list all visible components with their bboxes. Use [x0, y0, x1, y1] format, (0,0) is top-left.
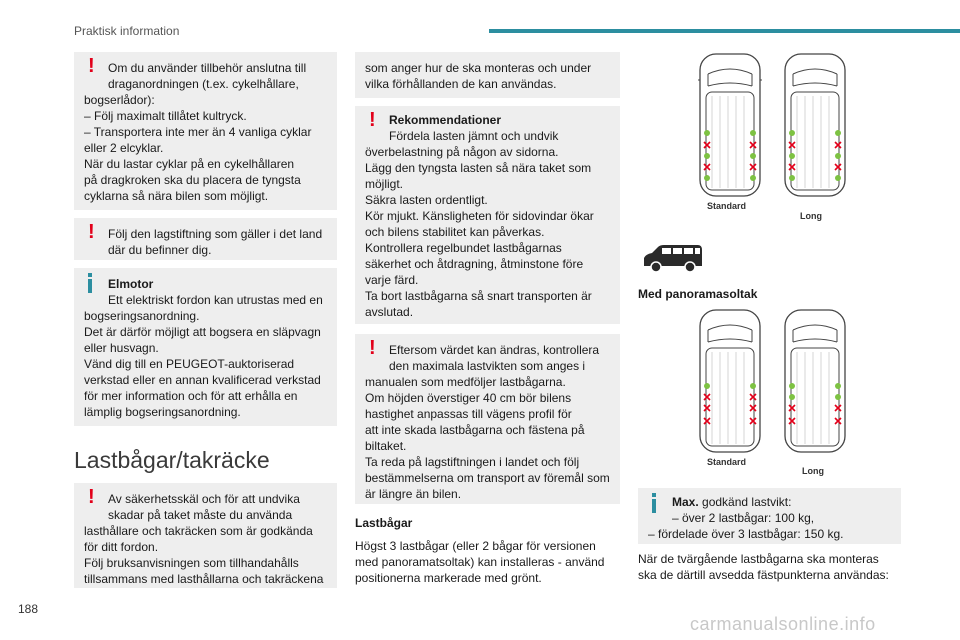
warning-icon: ! [369, 337, 376, 359]
info-body: bogseringsanordning. Det är därför möjligt att bogsera en släpvagn eller husvagn. Vänd dig till en PEUGEOT-auktoriserad verkstad eller en annan kvalificerad verkstad för mer information och för att erhålla en lämplig bogseringsanordning. [84, 309, 321, 419]
page-number: 188 [18, 602, 39, 616]
lastbagar-paragraph: Högst 3 lastbågar (eller 2 bågar för versionen med panoramatsoltak) kan installeras - använd positionerna markerade med grönt. [355, 539, 605, 585]
info-first: Ett elektriskt fordon kan utrustas med en [108, 293, 323, 307]
header-accent-bar [489, 29, 960, 33]
warning-first: Eftersom värdet kan ändras, kontrollera den maximala lastvikten som anges i [389, 343, 600, 373]
warning-first: Fördela lasten jämnt och undvik [389, 129, 559, 143]
warning-box-roof [74, 483, 337, 588]
van-top-view [783, 52, 847, 198]
warning-body: bogserlådor): – Följ maximalt tillåtet kultryck. – Transportera inte mer än 4 vanliga cyklar eller 2 elcyklar. När du lastar cyklar på en cykelhållaren på dragkroken ska du placera de tyngsta cyklarna så nära bilen som möjligt. [84, 93, 312, 203]
warning-body: manualen som medföljer lastbågarna. Om höjden överstiger 40 cm bör bilens hastighet anpassas till vägens profil för att inte skada lastbågarna och fästena på biltaket. Ta reda på lagstiftningen i landet och följ bestämmelserna om transport av föremål som är längre än bilen. [365, 375, 610, 501]
roof-diagram-panorama-standard [698, 308, 762, 454]
warning-body: lasthållare och takräcken som är godkända för ditt fordon. Följ bruksanvisningen som tillhandahålls tillsammans med lasthållarna och takräckena [84, 524, 324, 586]
caption-long: Long [800, 211, 822, 221]
warning-icon: ! [88, 486, 95, 508]
warning-box-recommendations [355, 106, 620, 324]
warning-box-load [355, 334, 620, 504]
warning-first: Om du använder tillbehör anslutna till draganordningen (t.ex. cykelhållare, [108, 61, 307, 91]
caption-long: Long [802, 466, 824, 476]
info-icon [88, 273, 92, 293]
subheading-lastbagar: Lastbågar [355, 516, 413, 530]
info-line3: – fördelade över 3 lastbågar: 150 kg. [648, 527, 844, 541]
watermark: carmanualsonline.info [690, 614, 876, 634]
info-icon [652, 493, 656, 513]
car-side-icon [640, 244, 704, 274]
roof-points [698, 52, 762, 198]
info-box-electric [74, 268, 337, 426]
roof-diagram-panorama-long [783, 308, 847, 454]
warning-box-accessories [74, 52, 337, 210]
warning-box-law [74, 218, 337, 260]
panorama-label: Med panoramasoltak [638, 287, 758, 301]
warning-text: Följ den lagstiftning som gäller i det land där du befinner dig. [108, 227, 323, 257]
van-silhouette-icon [640, 244, 704, 274]
van-top-view [783, 308, 847, 454]
info-first: Max. godkänd lastvikt: [672, 495, 792, 509]
mounting-paragraph: När de tvärgående lastbågarna ska monteras ska de därtill avsedda fästpunkterna användas: [638, 552, 889, 582]
van-top-view [698, 308, 762, 454]
info-line2: – över 2 lastbågar: 100 kg, [672, 511, 815, 525]
roof-diagram-standard [698, 52, 762, 198]
roof-diagram-long [783, 52, 847, 198]
warning-first: Av säkerhetsskäl och för att undvika skadar på taket måste du använda [108, 492, 300, 522]
caption-standard: Standard [707, 201, 747, 211]
section-title: Lastbågar/takräcke [74, 447, 270, 473]
warning-icon: ! [88, 221, 95, 243]
info-box-max-load [638, 488, 901, 544]
continued-text: som anger hur de ska monteras och under vilka förhållanden de kan användas. [365, 61, 592, 91]
info-title: Elmotor [108, 277, 154, 291]
continued-box [355, 52, 620, 98]
warning-title: Rekommendationer [389, 113, 502, 127]
running-header: Praktisk information [74, 24, 180, 38]
warning-icon: ! [88, 55, 95, 77]
caption-standard: Standard [707, 457, 747, 467]
warning-icon: ! [369, 109, 376, 131]
warning-body: överbelastning på någon av sidorna. Lägg den tyngsta lasten så nära taket som möjligt. Säkra lasten ordentligt. Kör mjukt. Känsligheten för sidovindar ökar och bilens stabilitet kan påverkas. Kontrollera regelbundet lastbågarnas säkerhet och åtdragning, åtminstone före varje färd. Ta bort lastbågarna så snart transporten är avslutad. [365, 145, 594, 319]
